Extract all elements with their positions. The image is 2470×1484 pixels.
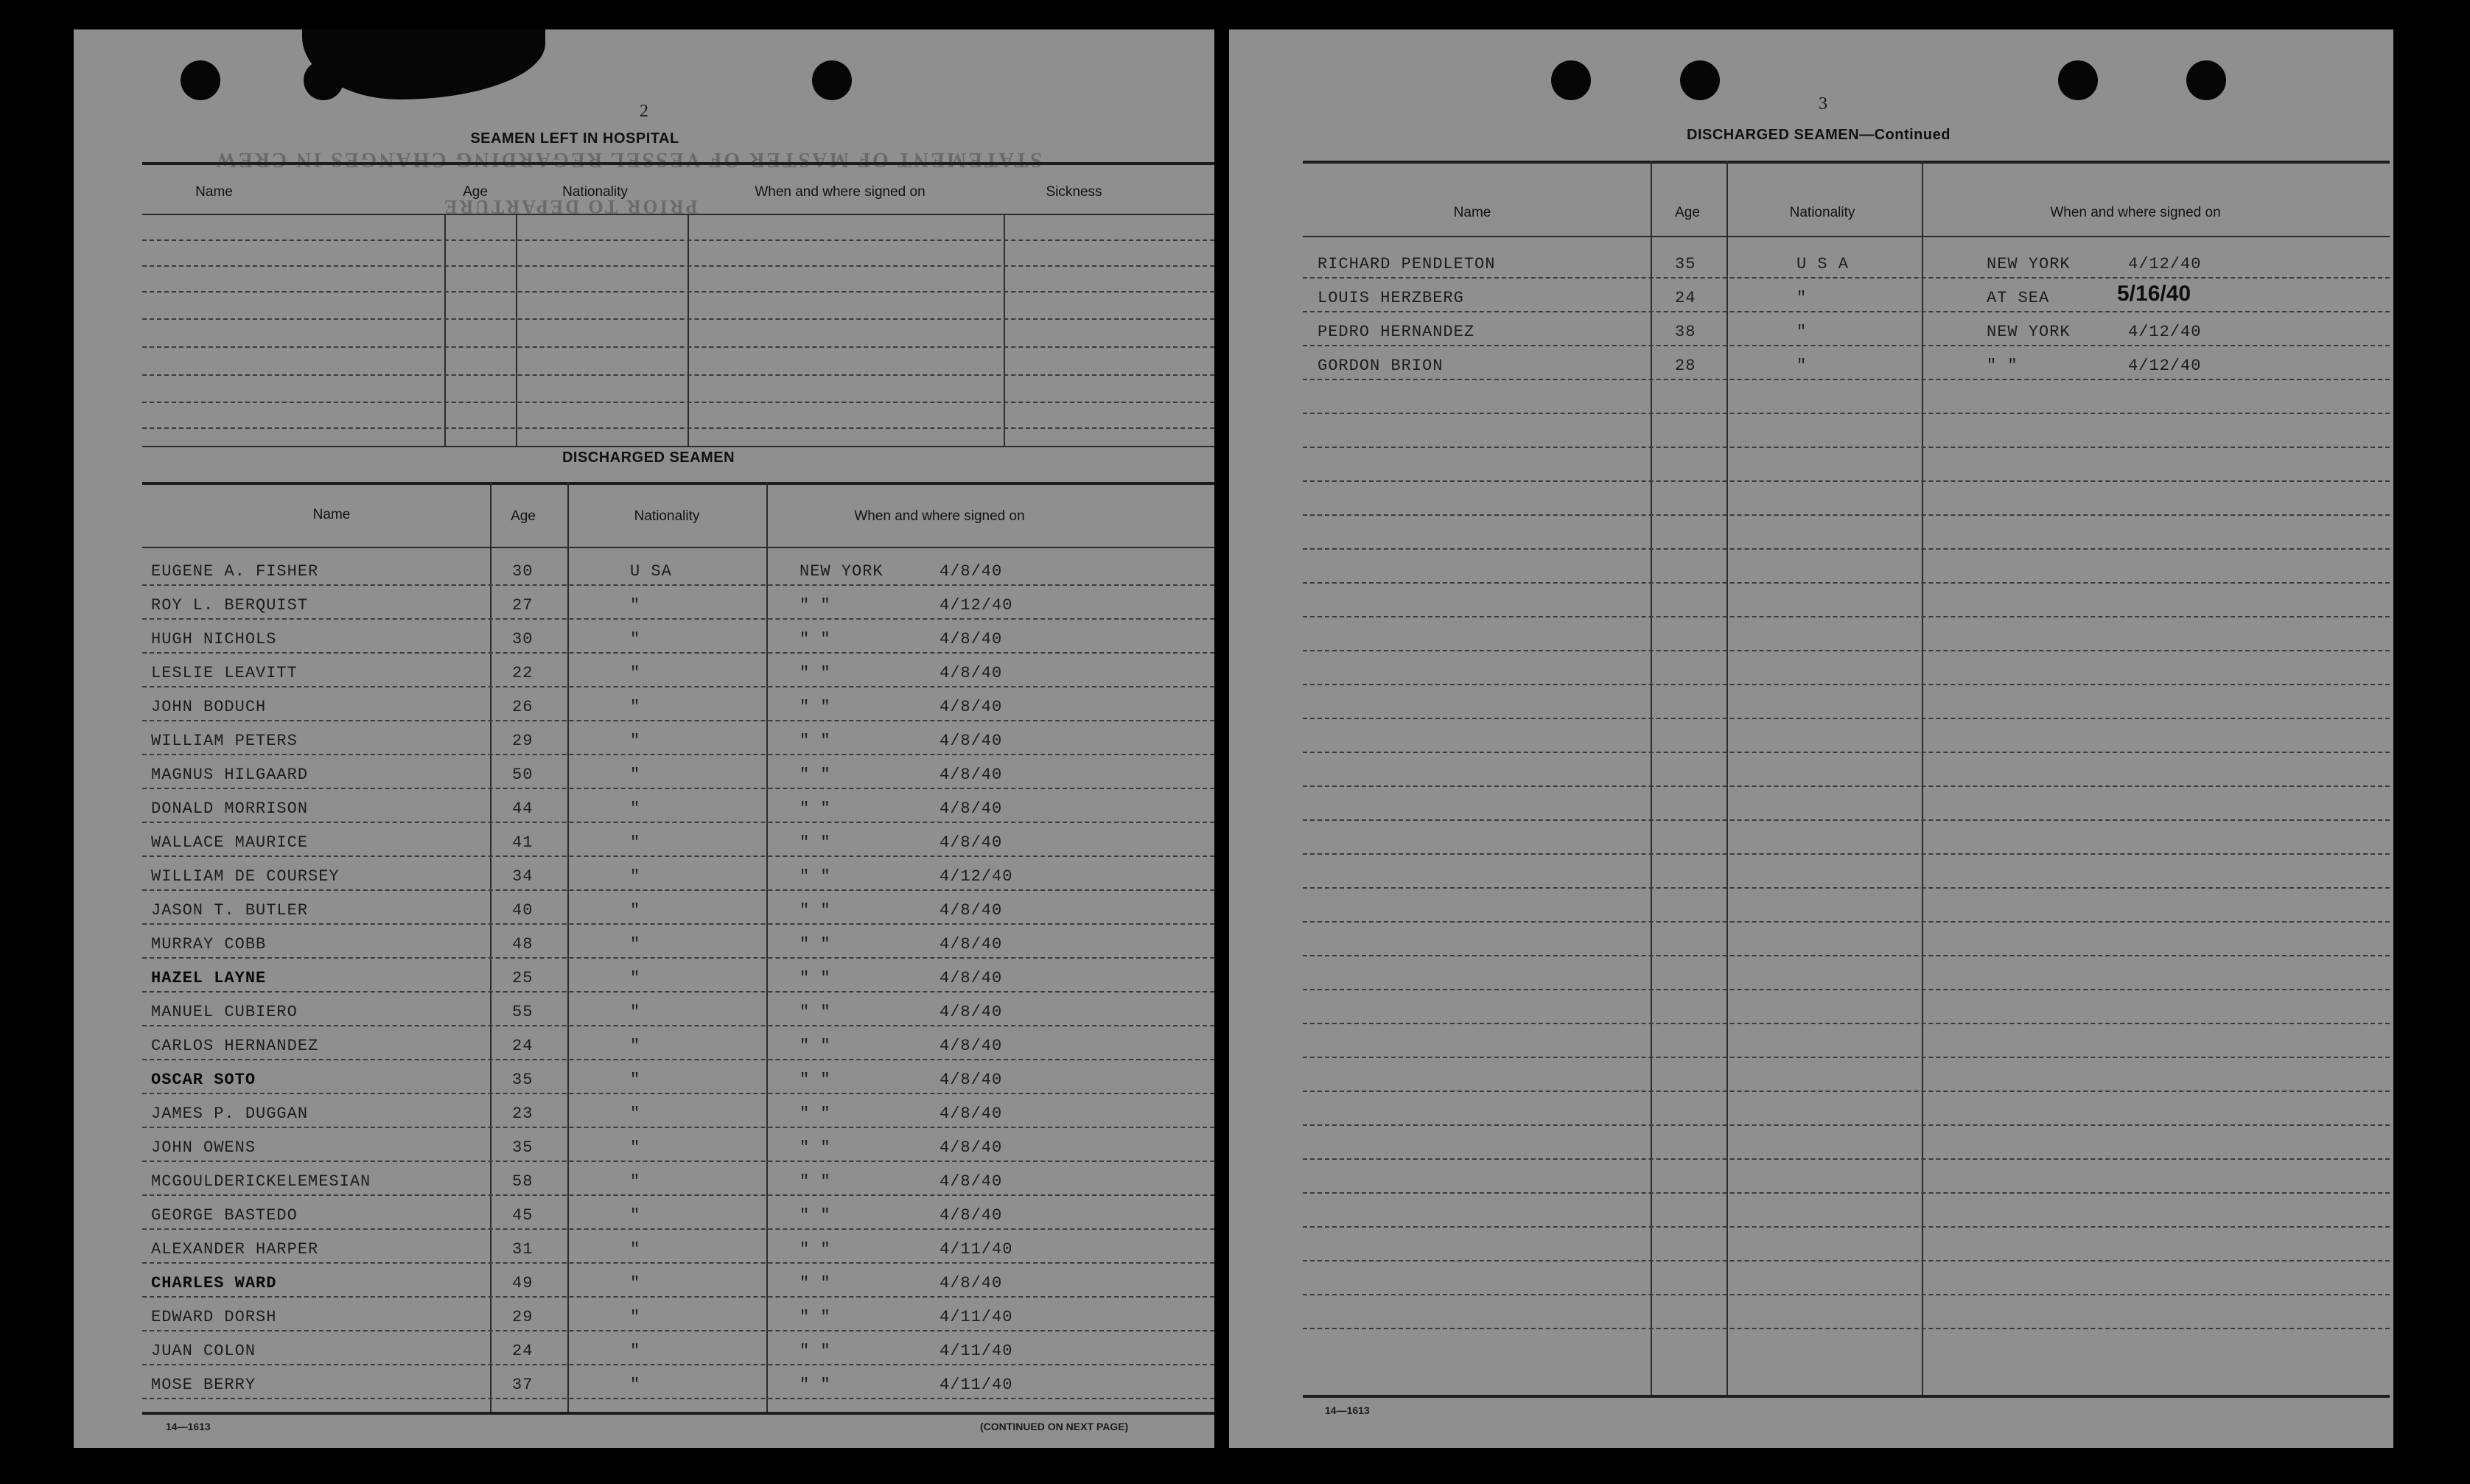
seaman-age: 29 — [512, 732, 533, 750]
ghost-subtitle: PRIOR TO DEPARTURE — [442, 196, 698, 217]
signed-on-place: NEW YORK — [1987, 323, 2071, 341]
signed-on-date: 4/8/40 — [940, 833, 1003, 852]
seaman-nationality: " — [630, 698, 641, 716]
seaman-name: LESLIE LEAVITT — [151, 664, 298, 682]
seaman-nationality: U S A — [1796, 255, 1850, 273]
col-header-nationality: Nationality — [562, 184, 628, 200]
seaman-age: 29 — [512, 1308, 533, 1326]
signed-on-place: NEW YORK — [1987, 255, 2071, 273]
seaman-name: JOHN OWENS — [151, 1138, 256, 1157]
col-header-signed-on: When and where signed on — [854, 508, 1025, 524]
ruled-line — [1303, 1124, 2390, 1126]
seaman-age: 34 — [512, 867, 533, 886]
ruled-line — [1303, 311, 2390, 312]
seaman-age: 58 — [512, 1172, 533, 1191]
seaman-nationality: " — [630, 1071, 641, 1089]
signed-on-place: NEW YORK — [800, 562, 884, 581]
ruled-line — [142, 652, 1214, 654]
signed-on-date: 4/11/40 — [940, 1240, 1013, 1259]
seaman-age: 49 — [512, 1274, 533, 1292]
signed-on-date: 4/12/40 — [2128, 357, 2202, 375]
signed-on-place: " " — [800, 664, 831, 682]
signed-on-place: " " — [800, 833, 831, 852]
seaman-name: DONALD MORRISON — [151, 799, 309, 818]
seaman-name: CHARLES WARD — [151, 1274, 277, 1292]
signed-on-date: 4/8/40 — [940, 698, 1003, 716]
ruled-line — [142, 1262, 1214, 1264]
ruled-line — [1303, 921, 2390, 923]
ruled-line — [142, 265, 1214, 267]
seaman-age: 25 — [512, 969, 533, 987]
signed-on-date: 4/8/40 — [940, 1172, 1003, 1191]
seaman-name: MAGNUS HILGAARD — [151, 766, 309, 784]
ruled-line — [1303, 955, 2390, 956]
ruled-line — [142, 1059, 1214, 1060]
seaman-name: WILLIAM DE COURSEY — [151, 867, 340, 886]
seaman-age: 27 — [512, 596, 533, 615]
seaman-nationality: " — [630, 732, 641, 750]
seaman-nationality: " — [630, 664, 641, 682]
ruled-line — [142, 991, 1214, 993]
seaman-age: 50 — [512, 766, 533, 784]
signed-on-place: " " — [800, 1240, 831, 1259]
ruled-line — [142, 291, 1214, 293]
ruled-line — [142, 402, 1214, 403]
signed-on-place: " " — [800, 732, 831, 750]
signed-on-date: 4/11/40 — [940, 1342, 1013, 1360]
seaman-name: RICHARD PENDLETON — [1318, 255, 1496, 273]
signed-on-date: 4/8/40 — [940, 766, 1003, 784]
page-number: 3 — [1819, 94, 1827, 113]
signed-on-date: 4/8/40 — [940, 1003, 1003, 1021]
seaman-name: MCGOULDERICKELEMESIAN — [151, 1172, 371, 1191]
ruled-line — [1303, 853, 2390, 855]
table-rule — [142, 1412, 1214, 1415]
ruled-line — [1303, 345, 2390, 346]
table-rule — [1303, 1395, 2390, 1398]
seaman-age: 37 — [512, 1376, 533, 1394]
seaman-age: 45 — [512, 1206, 533, 1225]
continued-note: (CONTINUED ON NEXT PAGE) — [980, 1421, 1129, 1432]
signed-on-date: 4/8/40 — [940, 630, 1003, 648]
seaman-nationality: " — [630, 1138, 641, 1157]
page-number: 2 — [640, 102, 648, 121]
table-rule — [142, 446, 1214, 447]
seaman-age: 31 — [512, 1240, 533, 1259]
signed-on-date: 4/8/40 — [940, 562, 1003, 581]
ruled-line — [142, 889, 1214, 891]
seaman-age: 48 — [512, 935, 533, 953]
ruled-line — [1303, 989, 2390, 990]
ruled-line — [1303, 1328, 2390, 1329]
ruled-line — [142, 346, 1214, 348]
col-header-signed-on: When and where signed on — [2050, 205, 2221, 220]
form-number: 14—1613 — [166, 1421, 211, 1432]
signed-on-place: " " — [800, 867, 831, 886]
ruled-line — [142, 957, 1214, 959]
seaman-age: 35 — [1675, 255, 1696, 273]
signed-on-date: 4/8/40 — [940, 1274, 1003, 1292]
ruled-line — [1303, 1158, 2390, 1160]
seaman-nationality: " — [1796, 357, 1808, 375]
ruled-line — [142, 1296, 1214, 1298]
signed-on-place: " " — [800, 1037, 831, 1055]
signed-on-date: 4/8/40 — [940, 732, 1003, 750]
seaman-name: WALLACE MAURICE — [151, 833, 309, 852]
ruled-line — [1303, 1260, 2390, 1261]
ruled-line — [1303, 1226, 2390, 1228]
seaman-name: JAMES P. DUGGAN — [151, 1105, 309, 1123]
signed-on-place: " " — [800, 698, 831, 716]
ruled-line — [1303, 752, 2390, 753]
ruled-line — [142, 720, 1214, 721]
ruled-line — [142, 1093, 1214, 1094]
ruled-line — [1303, 277, 2390, 279]
ruled-line — [142, 1330, 1214, 1331]
signed-on-place: " " — [800, 1308, 831, 1326]
signed-on-place: AT SEA — [1987, 289, 2050, 307]
col-header-sickness: Sickness — [1046, 184, 1102, 200]
seaman-name: HAZEL LAYNE — [151, 969, 267, 987]
seaman-age: 26 — [512, 698, 533, 716]
signed-on-date: 4/8/40 — [940, 799, 1003, 818]
column-rule — [688, 214, 689, 446]
table-rule — [142, 162, 1214, 165]
signed-on-date: 4/8/40 — [940, 969, 1003, 987]
table-rule — [142, 547, 1214, 548]
seaman-name: EDWARD DORSH — [151, 1308, 277, 1326]
seaman-name: MOSE BERRY — [151, 1376, 256, 1394]
ruled-line — [142, 239, 1214, 241]
seaman-age: 41 — [512, 833, 533, 852]
punch-hole — [1551, 60, 1591, 100]
signed-on-place: " " — [800, 1206, 831, 1225]
seaman-nationality: " — [630, 630, 641, 648]
form-number: 14—1613 — [1325, 1404, 1370, 1416]
seaman-name: JUAN COLON — [151, 1342, 256, 1360]
signed-on-date: 4/12/40 — [940, 867, 1013, 886]
signed-on-date: 4/8/40 — [940, 935, 1003, 953]
seaman-nationality: " — [630, 1037, 641, 1055]
seaman-name: JASON T. BUTLER — [151, 901, 309, 920]
signed-on-place: " " — [800, 1342, 831, 1360]
ruled-line — [142, 618, 1214, 620]
column-rule — [490, 482, 491, 1412]
column-rule — [444, 214, 446, 446]
table-rule — [1303, 161, 2390, 164]
ruled-line — [1303, 514, 2390, 516]
col-header-name: Name — [312, 507, 351, 522]
seaman-age: 35 — [512, 1071, 533, 1089]
ruled-line — [142, 318, 1214, 320]
seaman-nationality: " — [630, 1172, 641, 1191]
seaman-nationality: U SA — [630, 562, 672, 581]
ruled-line — [142, 1398, 1214, 1399]
ghost-title: STATEMENT OF MASTER OF VESSEL REGARDING CHANGES IN CREW — [214, 148, 1042, 171]
col-header-age: Age — [1675, 205, 1700, 220]
seaman-age: 23 — [512, 1105, 533, 1123]
seaman-age: 40 — [512, 901, 533, 920]
column-rule — [516, 214, 517, 446]
ruled-line — [1303, 582, 2390, 584]
ruled-line — [142, 754, 1214, 755]
ruled-line — [142, 1194, 1214, 1196]
seaman-name: MANUEL CUBIERO — [151, 1003, 298, 1021]
signed-on-date: 4/8/40 — [940, 1071, 1003, 1089]
punch-hole — [2058, 60, 2098, 100]
ruled-line — [1303, 1294, 2390, 1295]
left-page — [74, 29, 1214, 1448]
signed-on-place: " " — [800, 1274, 831, 1292]
signed-on-place: " " — [800, 1071, 831, 1089]
ruled-line — [142, 1127, 1214, 1128]
ruled-line — [1303, 1091, 2390, 1092]
signed-on-date: 4/12/40 — [2128, 255, 2202, 273]
col-header-age: Age — [463, 184, 488, 200]
seaman-age: 44 — [512, 799, 533, 818]
seaman-name: CARLOS HERNANDEZ — [151, 1037, 319, 1055]
ruled-line — [1303, 379, 2390, 380]
ruled-line — [142, 1025, 1214, 1026]
signed-on-place: " " — [800, 596, 831, 615]
seaman-nationality: " — [630, 1105, 641, 1123]
ruled-line — [142, 855, 1214, 857]
signed-on-date: 4/11/40 — [940, 1376, 1013, 1394]
seaman-nationality: " — [630, 1206, 641, 1225]
col-header-nationality: Nationality — [634, 508, 700, 524]
seaman-name: ALEXANDER HARPER — [151, 1240, 319, 1259]
seaman-nationality: " — [630, 935, 641, 953]
table-rule — [1303, 236, 2390, 237]
ruled-line — [142, 374, 1214, 376]
seaman-age: 30 — [512, 630, 533, 648]
seaman-age: 24 — [1675, 289, 1696, 307]
seaman-name: WILLIAM PETERS — [151, 732, 298, 750]
seaman-name: GORDON BRION — [1318, 357, 1444, 375]
ruled-line — [1303, 650, 2390, 651]
punch-hole — [1680, 60, 1720, 100]
seaman-age: 24 — [512, 1037, 533, 1055]
ruled-line — [142, 822, 1214, 823]
signed-on-date: 4/8/40 — [940, 1037, 1003, 1055]
signed-on-place: " " — [800, 799, 831, 818]
signed-on-date: 4/8/40 — [940, 1206, 1003, 1225]
seaman-age: 55 — [512, 1003, 533, 1021]
signed-on-place: " " — [800, 1003, 831, 1021]
ruled-line — [142, 686, 1214, 687]
signed-on-place: " " — [800, 1172, 831, 1191]
ruled-line — [142, 1228, 1214, 1230]
seaman-nationality: " — [1796, 289, 1808, 307]
seaman-age: 24 — [512, 1342, 533, 1360]
signed-on-date: 4/8/40 — [940, 1138, 1003, 1157]
ruled-line — [1303, 819, 2390, 821]
ruled-line — [142, 923, 1214, 925]
seaman-age: 38 — [1675, 323, 1696, 341]
seaman-nationality: " — [630, 799, 641, 818]
seaman-nationality: " — [630, 969, 641, 987]
col-header-name: Name — [1453, 205, 1491, 220]
col-header-signed-on: When and where signed on — [755, 184, 926, 200]
signed-on-date: 4/8/40 — [940, 664, 1003, 682]
signed-on-place: " " — [800, 1376, 831, 1394]
hospital-section-title: SEAMEN LEFT IN HOSPITAL — [470, 130, 679, 147]
seaman-name: LOUIS HERZBERG — [1318, 289, 1464, 307]
signed-on-date: 5/16/40 — [2117, 281, 2191, 306]
ruled-line — [1303, 718, 2390, 719]
ruled-line — [142, 1161, 1214, 1162]
seaman-nationality: " — [630, 766, 641, 784]
ruled-line — [1303, 785, 2390, 787]
ruled-line — [1303, 1192, 2390, 1194]
signed-on-place: " " — [800, 969, 831, 987]
col-header-nationality: Nationality — [1789, 205, 1855, 220]
seaman-name: EUGENE A. FISHER — [151, 562, 319, 581]
seaman-name: MURRAY COBB — [151, 935, 267, 953]
seaman-nationality: " — [630, 1240, 641, 1259]
signed-on-date: 4/11/40 — [940, 1308, 1013, 1326]
seaman-nationality: " — [630, 1308, 641, 1326]
table-rule — [142, 482, 1214, 485]
punch-hole — [812, 60, 852, 100]
seaman-name: ROY L. BERQUIST — [151, 596, 309, 615]
signed-on-date: 4/8/40 — [940, 1105, 1003, 1123]
signed-on-place: " " — [1987, 357, 2018, 375]
seaman-nationality: " — [630, 596, 641, 615]
seaman-nationality: " — [630, 1274, 641, 1292]
punch-hole — [2186, 60, 2226, 100]
ruled-line — [1303, 413, 2390, 414]
seaman-age: 22 — [512, 664, 533, 682]
ruled-line — [142, 584, 1214, 586]
ruled-line — [1303, 447, 2390, 448]
signed-on-place: " " — [800, 1138, 831, 1157]
seaman-age: 35 — [512, 1138, 533, 1157]
ruled-line — [1303, 616, 2390, 617]
discharged-continued-title: DISCHARGED SEAMEN—Continued — [1687, 127, 1951, 143]
ruled-line — [1303, 480, 2390, 482]
ruled-line — [1303, 684, 2390, 685]
seaman-nationality: " — [630, 867, 641, 886]
signed-on-place: " " — [800, 1105, 831, 1123]
seaman-name: GEORGE BASTEDO — [151, 1206, 298, 1225]
seaman-name: OSCAR SOTO — [151, 1071, 256, 1089]
ruled-line — [142, 1364, 1214, 1365]
signed-on-place: " " — [800, 935, 831, 953]
signed-on-date: 4/12/40 — [940, 596, 1013, 615]
seaman-name: PEDRO HERNANDEZ — [1318, 323, 1475, 341]
discharged-section-title: DISCHARGED SEAMEN — [561, 449, 735, 466]
seaman-nationality: " — [630, 833, 641, 852]
seaman-age: 28 — [1675, 357, 1696, 375]
seaman-nationality: " — [1796, 323, 1808, 341]
seaman-nationality: " — [630, 1003, 641, 1021]
table-rule — [142, 214, 1214, 215]
seaman-name: JOHN BODUCH — [151, 698, 267, 716]
seaman-name: HUGH NICHOLS — [151, 630, 277, 648]
ruled-line — [1303, 887, 2390, 889]
ruled-line — [1303, 1023, 2390, 1024]
column-rule — [567, 482, 569, 1412]
signed-on-place: " " — [800, 630, 831, 648]
right-page — [1229, 29, 2393, 1448]
signed-on-date: 4/8/40 — [940, 901, 1003, 920]
signed-on-date: 4/12/40 — [2128, 323, 2202, 341]
punch-hole — [181, 60, 220, 100]
col-header-age: Age — [511, 508, 536, 524]
seaman-nationality: " — [630, 1376, 641, 1394]
seaman-nationality: " — [630, 1342, 641, 1360]
ruled-line — [1303, 548, 2390, 550]
ruled-line — [142, 427, 1214, 429]
seaman-nationality: " — [630, 901, 641, 920]
signed-on-place: " " — [800, 901, 831, 920]
ruled-line — [142, 788, 1214, 789]
signed-on-place: " " — [800, 766, 831, 784]
ruled-line — [1303, 1057, 2390, 1058]
seaman-age: 30 — [512, 562, 533, 581]
column-rule — [766, 482, 768, 1412]
col-header-name: Name — [195, 184, 233, 200]
column-rule — [1004, 214, 1005, 446]
